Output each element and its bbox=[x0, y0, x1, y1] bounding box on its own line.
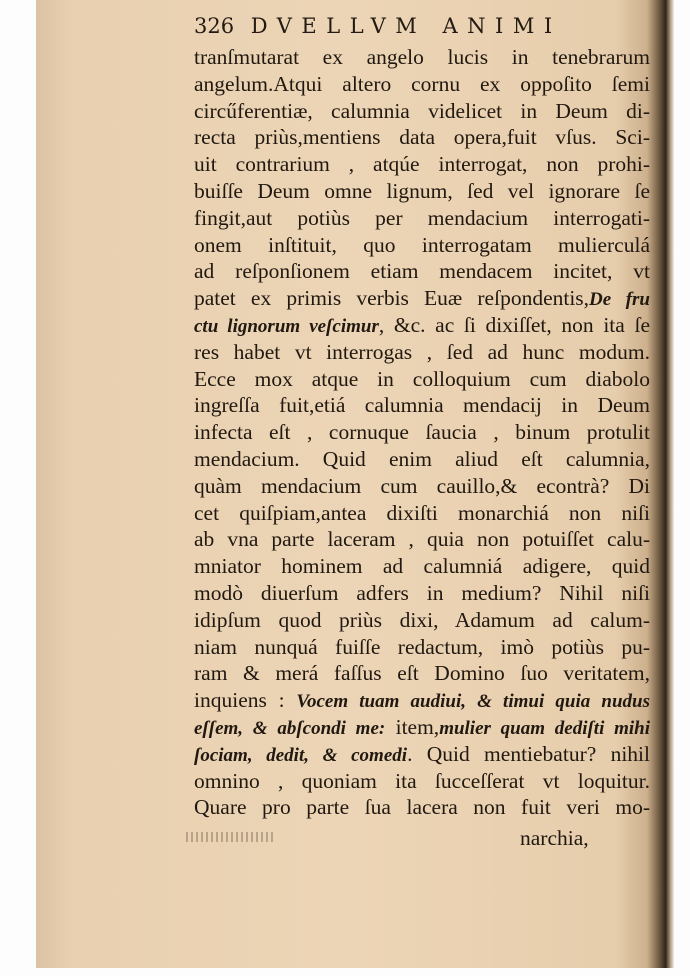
text-line bbox=[194, 124, 650, 151]
italic-quote: eſſem, & abſcondi me: bbox=[194, 717, 386, 739]
text-line bbox=[194, 205, 650, 232]
text-segment: ad reſponſionem etiam mendacem incitet, vt bbox=[194, 259, 650, 284]
text-segment: . Quid mentiebatur? nihil bbox=[407, 741, 650, 766]
text-line bbox=[194, 44, 650, 71]
text-line bbox=[194, 526, 650, 553]
text-line bbox=[194, 366, 650, 393]
italic-quote: mulier quam dediſti mihi bbox=[439, 717, 651, 739]
text-line bbox=[194, 580, 650, 607]
text-line bbox=[194, 634, 650, 661]
text-segment: tranſmutarat ex angelo lucis in tenebrarum bbox=[194, 45, 650, 69]
text-segment: patet ex primis verbis Euæ reſpondentis, bbox=[194, 286, 590, 311]
text-line bbox=[194, 794, 650, 821]
text-segment: angelum.Atqui altero cornu ex oppoſito ſemi bbox=[194, 71, 650, 96]
text-segment: mendacium. Quid enim aliud eſt calumnia, bbox=[194, 446, 650, 471]
text-body bbox=[194, 44, 650, 821]
text-segment: modò diuerſum adfers in medium? Nihil niſi bbox=[194, 580, 650, 605]
text-line bbox=[194, 312, 650, 339]
text-line bbox=[194, 419, 650, 446]
text-line bbox=[194, 285, 650, 312]
text-line bbox=[194, 500, 650, 527]
text-segment: ab vna parte laceram , quia non potuiſſet calu- bbox=[194, 527, 650, 552]
text-segment: quàm mendacium cum cauillo,& econtrà? Di bbox=[194, 473, 650, 498]
text-line bbox=[194, 768, 650, 795]
text-segment: fingit,aut potiùs per mendacium interrogati- bbox=[194, 205, 650, 230]
text-segment: recta priùs,mentiens data opera,fuit vſus. Sci- bbox=[194, 125, 650, 150]
book-page bbox=[36, 0, 666, 968]
text-line bbox=[194, 98, 650, 125]
page-number: 326 bbox=[194, 14, 235, 38]
text-segment: infecta eſt , cornuque ſaucia , binum protulit bbox=[194, 420, 650, 445]
text-line bbox=[194, 660, 650, 687]
text-segment: mniator hominem ad calumniá adigere, quid bbox=[194, 554, 650, 579]
catchword: narchia, bbox=[520, 826, 589, 850]
text-line bbox=[194, 687, 650, 714]
text-line bbox=[194, 339, 650, 366]
text-line bbox=[194, 741, 650, 768]
text-segment: niam nunquá fuiſſe redactum, imò potiùs pu- bbox=[194, 634, 650, 659]
text-line bbox=[194, 232, 650, 259]
text-segment: omnino , quoniam ita ſucceſſerat vt loquitur. bbox=[194, 768, 650, 793]
running-title: DVELLVM ANIMI bbox=[250, 14, 562, 38]
text-segment: ingreſſa fuit,etiá calumnia mendacij in Deum bbox=[194, 393, 650, 418]
text-segment: ram & merá faſſus eſt Domino ſuo veritatem, bbox=[194, 661, 650, 686]
italic-quote: ſociam, dedit, & comedi bbox=[194, 744, 408, 766]
text-segment: circűferentiæ, calumnia videlicet in Deum di- bbox=[194, 98, 650, 123]
text-segment: , &c. ac ſi dixiſſet, non ita ſe bbox=[378, 312, 650, 337]
text-segment: Ecce mox atque in colloquium cum diabolo bbox=[194, 366, 650, 391]
text-line bbox=[194, 473, 650, 500]
text-line bbox=[194, 446, 650, 473]
text-segment: uit contrarium , atqúe interrogat, non prohi- bbox=[194, 152, 650, 177]
text-line bbox=[194, 178, 650, 205]
ink-smudge bbox=[186, 832, 276, 842]
text-segment: buiſſe Deum omne lignum, ſed vel ignorare ſe bbox=[194, 178, 650, 203]
italic-quote: De fru bbox=[589, 289, 650, 311]
text-segment: cet quiſpiam,antea dixiſti monarchiá non niſi bbox=[194, 500, 650, 525]
running-header bbox=[194, 14, 648, 38]
text-segment: res habet vt interrogas , ſed ad hunc modum. bbox=[194, 339, 650, 364]
text-line bbox=[194, 607, 650, 634]
text-line bbox=[194, 71, 650, 98]
text-segment: Quare pro parte ſua lacera non fuit veri mo- bbox=[194, 795, 650, 820]
text-line bbox=[194, 714, 650, 741]
text-line bbox=[194, 392, 650, 419]
text-line bbox=[194, 553, 650, 580]
text-line bbox=[194, 258, 650, 285]
text-line bbox=[194, 151, 650, 178]
text-segment: inquiens : bbox=[194, 688, 297, 713]
text-segment: onem inſtituit, quo interrogatam mulierculá bbox=[194, 232, 650, 257]
text-segment: idipſum quod priùs dixi, Adamum ad calum- bbox=[194, 607, 650, 632]
italic-quote: ctu lignorum veſcimur bbox=[194, 315, 379, 337]
text-segment: item, bbox=[385, 714, 440, 739]
italic-quote: Vocem tuam audiui, & timui quia nudus bbox=[296, 691, 650, 713]
